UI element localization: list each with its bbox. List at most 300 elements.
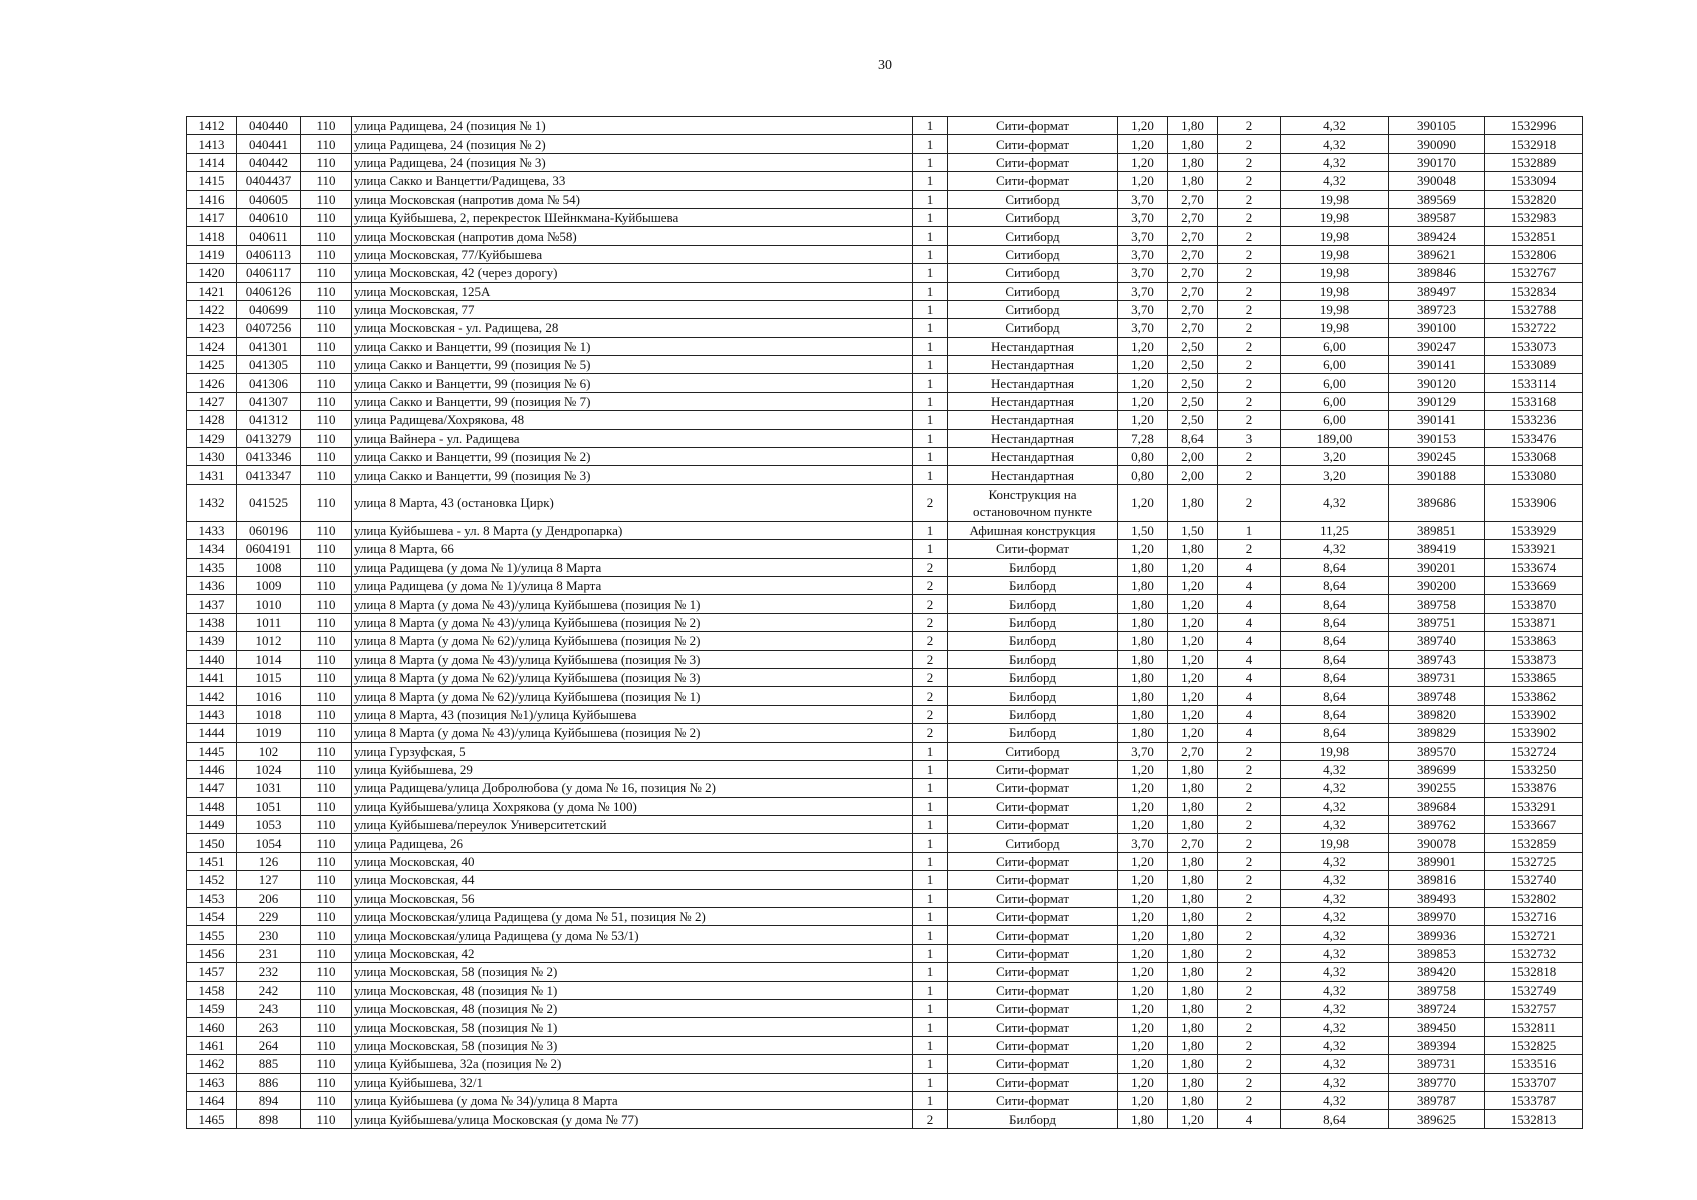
faces-cell: 2 xyxy=(1218,411,1281,429)
structure-code-cell: 040611 xyxy=(237,227,301,245)
faces-cell: 2 xyxy=(1218,797,1281,815)
structure-type-cell: Сити-формат xyxy=(948,1018,1118,1036)
width-cell: 1,80 xyxy=(1118,687,1168,705)
table-row xyxy=(187,724,1583,742)
height-cell: 1,20 xyxy=(1168,668,1218,686)
row-number-cell: 1423 xyxy=(187,319,237,337)
faces-cell: 2 xyxy=(1218,981,1281,999)
address-cell: улица 8 Марта (у дома № 43)/улица Куйбышева (позиция № 3) xyxy=(352,650,913,668)
faces-cell: 4 xyxy=(1218,1110,1281,1128)
coord-y-cell: 1532983 xyxy=(1485,208,1583,226)
coord-x-cell: 390105 xyxy=(1389,117,1485,135)
sides-cell: 1 xyxy=(913,521,948,539)
sides-cell: 2 xyxy=(913,705,948,723)
row-number-cell: 1443 xyxy=(187,705,237,723)
structure-type-cell: Билборд xyxy=(948,632,1118,650)
faces-cell: 2 xyxy=(1218,889,1281,907)
coord-x-cell: 390090 xyxy=(1389,135,1485,153)
coord-y-cell: 1532889 xyxy=(1485,153,1583,171)
coord-y-cell: 1533073 xyxy=(1485,337,1583,355)
row-number-cell: 1457 xyxy=(187,963,237,981)
row-number-cell: 1464 xyxy=(187,1091,237,1109)
sides-cell: 1 xyxy=(913,1073,948,1091)
coord-y-cell: 1532767 xyxy=(1485,264,1583,282)
height-cell: 1,20 xyxy=(1168,724,1218,742)
row-number-cell: 1461 xyxy=(187,1036,237,1054)
area-cell: 19,98 xyxy=(1281,319,1389,337)
address-cell: улица Куйбышева (у дома № 34)/улица 8 Марта xyxy=(352,1091,913,1109)
height-cell: 1,80 xyxy=(1168,797,1218,815)
sides-cell: 1 xyxy=(913,1036,948,1054)
district-code-cell: 110 xyxy=(301,540,352,558)
faces-cell: 2 xyxy=(1218,319,1281,337)
structure-type-cell: Нестандартная xyxy=(948,429,1118,447)
district-code-cell: 110 xyxy=(301,558,352,576)
height-cell: 1,80 xyxy=(1168,540,1218,558)
address-cell: улица Московская (напротив дома № 54) xyxy=(352,190,913,208)
structure-code-cell: 898 xyxy=(237,1110,301,1128)
coord-y-cell: 1533080 xyxy=(1485,466,1583,484)
faces-cell: 1 xyxy=(1218,521,1281,539)
row-number-cell: 1437 xyxy=(187,595,237,613)
structure-code-cell: 263 xyxy=(237,1018,301,1036)
faces-cell: 2 xyxy=(1218,208,1281,226)
coord-y-cell: 1533870 xyxy=(1485,595,1583,613)
coord-x-cell: 389970 xyxy=(1389,908,1485,926)
row-number-cell: 1415 xyxy=(187,172,237,190)
table-row xyxy=(187,392,1583,410)
structure-code-cell: 060196 xyxy=(237,521,301,539)
width-cell: 3,70 xyxy=(1118,245,1168,263)
height-cell: 2,70 xyxy=(1168,282,1218,300)
row-number-cell: 1417 xyxy=(187,208,237,226)
width-cell: 1,80 xyxy=(1118,613,1168,631)
table-row xyxy=(187,908,1583,926)
coord-y-cell: 1533707 xyxy=(1485,1073,1583,1091)
area-cell: 4,32 xyxy=(1281,135,1389,153)
height-cell: 1,80 xyxy=(1168,889,1218,907)
width-cell: 1,20 xyxy=(1118,1073,1168,1091)
sides-cell: 2 xyxy=(913,576,948,594)
sides-cell: 1 xyxy=(913,448,948,466)
row-number-cell: 1421 xyxy=(187,282,237,300)
height-cell: 1,20 xyxy=(1168,650,1218,668)
row-number-cell: 1450 xyxy=(187,834,237,852)
district-code-cell: 110 xyxy=(301,245,352,263)
structure-type-cell: Нестандартная xyxy=(948,448,1118,466)
sides-cell: 1 xyxy=(913,540,948,558)
table-body xyxy=(187,117,1583,1129)
area-cell: 11,25 xyxy=(1281,521,1389,539)
table-row xyxy=(187,705,1583,723)
structure-type-cell: Билборд xyxy=(948,687,1118,705)
width-cell: 1,20 xyxy=(1118,944,1168,962)
width-cell: 1,20 xyxy=(1118,337,1168,355)
sides-cell: 1 xyxy=(913,981,948,999)
district-code-cell: 110 xyxy=(301,889,352,907)
height-cell: 2,50 xyxy=(1168,411,1218,429)
width-cell: 1,20 xyxy=(1118,760,1168,778)
table-row xyxy=(187,300,1583,318)
coord-x-cell: 390200 xyxy=(1389,576,1485,594)
address-cell: улица Московская, 56 xyxy=(352,889,913,907)
structure-type-cell: Билборд xyxy=(948,613,1118,631)
row-number-cell: 1454 xyxy=(187,908,237,926)
district-code-cell: 110 xyxy=(301,429,352,447)
coord-y-cell: 1533476 xyxy=(1485,429,1583,447)
structure-code-cell: 041312 xyxy=(237,411,301,429)
sides-cell: 1 xyxy=(913,1091,948,1109)
row-number-cell: 1428 xyxy=(187,411,237,429)
coord-x-cell: 389394 xyxy=(1389,1036,1485,1054)
sides-cell: 1 xyxy=(913,889,948,907)
coord-y-cell: 1532806 xyxy=(1485,245,1583,263)
faces-cell: 2 xyxy=(1218,1073,1281,1091)
structure-code-cell: 264 xyxy=(237,1036,301,1054)
structure-code-cell: 242 xyxy=(237,981,301,999)
height-cell: 1,20 xyxy=(1168,632,1218,650)
height-cell: 1,20 xyxy=(1168,705,1218,723)
structure-code-cell: 1053 xyxy=(237,816,301,834)
district-code-cell: 110 xyxy=(301,1018,352,1036)
area-cell: 189,00 xyxy=(1281,429,1389,447)
width-cell: 1,80 xyxy=(1118,668,1168,686)
faces-cell: 4 xyxy=(1218,668,1281,686)
area-cell: 8,64 xyxy=(1281,613,1389,631)
structure-code-cell: 0404437 xyxy=(237,172,301,190)
height-cell: 2,50 xyxy=(1168,356,1218,374)
table-row xyxy=(187,1018,1583,1036)
faces-cell: 2 xyxy=(1218,337,1281,355)
width-cell: 1,20 xyxy=(1118,999,1168,1017)
width-cell: 1,20 xyxy=(1118,926,1168,944)
coord-y-cell: 1533516 xyxy=(1485,1055,1583,1073)
district-code-cell: 110 xyxy=(301,687,352,705)
area-cell: 4,32 xyxy=(1281,1036,1389,1054)
faces-cell: 2 xyxy=(1218,484,1281,521)
structure-type-cell: Билборд xyxy=(948,724,1118,742)
coord-x-cell: 389731 xyxy=(1389,1055,1485,1073)
width-cell: 3,70 xyxy=(1118,834,1168,852)
area-cell: 4,32 xyxy=(1281,889,1389,907)
district-code-cell: 110 xyxy=(301,779,352,797)
table-row xyxy=(187,356,1583,374)
coord-y-cell: 1533674 xyxy=(1485,558,1583,576)
row-number-cell: 1422 xyxy=(187,300,237,318)
coord-y-cell: 1533667 xyxy=(1485,816,1583,834)
structure-code-cell: 040442 xyxy=(237,153,301,171)
area-cell: 4,32 xyxy=(1281,797,1389,815)
row-number-cell: 1420 xyxy=(187,264,237,282)
structure-code-cell: 041306 xyxy=(237,374,301,392)
row-number-cell: 1465 xyxy=(187,1110,237,1128)
structure-code-cell: 1019 xyxy=(237,724,301,742)
structure-code-cell: 0406113 xyxy=(237,245,301,263)
table-row xyxy=(187,981,1583,999)
height-cell: 2,50 xyxy=(1168,337,1218,355)
row-number-cell: 1449 xyxy=(187,816,237,834)
width-cell: 3,70 xyxy=(1118,264,1168,282)
area-cell: 19,98 xyxy=(1281,300,1389,318)
district-code-cell: 110 xyxy=(301,392,352,410)
structure-type-cell: Нестандартная xyxy=(948,374,1118,392)
table-row xyxy=(187,282,1583,300)
table-row xyxy=(187,558,1583,576)
address-cell: улица Сакко и Ванцетти, 99 (позиция № 1) xyxy=(352,337,913,355)
faces-cell: 2 xyxy=(1218,852,1281,870)
table-row xyxy=(187,595,1583,613)
area-cell: 8,64 xyxy=(1281,576,1389,594)
structure-type-cell: Ситиборд xyxy=(948,282,1118,300)
coord-y-cell: 1532732 xyxy=(1485,944,1583,962)
structure-type-cell: Сити-формат xyxy=(948,117,1118,135)
district-code-cell: 110 xyxy=(301,411,352,429)
area-cell: 6,00 xyxy=(1281,374,1389,392)
height-cell: 1,50 xyxy=(1168,521,1218,539)
faces-cell: 2 xyxy=(1218,448,1281,466)
structure-code-cell: 1009 xyxy=(237,576,301,594)
area-cell: 4,32 xyxy=(1281,963,1389,981)
coord-x-cell: 389723 xyxy=(1389,300,1485,318)
height-cell: 1,80 xyxy=(1168,1036,1218,1054)
area-cell: 4,32 xyxy=(1281,926,1389,944)
area-cell: 4,32 xyxy=(1281,999,1389,1017)
area-cell: 4,32 xyxy=(1281,484,1389,521)
height-cell: 1,80 xyxy=(1168,926,1218,944)
faces-cell: 4 xyxy=(1218,632,1281,650)
district-code-cell: 110 xyxy=(301,613,352,631)
coord-y-cell: 1532802 xyxy=(1485,889,1583,907)
table-row xyxy=(187,816,1583,834)
sides-cell: 2 xyxy=(913,484,948,521)
row-number-cell: 1446 xyxy=(187,760,237,778)
row-number-cell: 1412 xyxy=(187,117,237,135)
district-code-cell: 110 xyxy=(301,448,352,466)
height-cell: 2,50 xyxy=(1168,392,1218,410)
coord-y-cell: 1532749 xyxy=(1485,981,1583,999)
faces-cell: 2 xyxy=(1218,172,1281,190)
row-number-cell: 1452 xyxy=(187,871,237,889)
height-cell: 2,70 xyxy=(1168,300,1218,318)
area-cell: 19,98 xyxy=(1281,245,1389,263)
address-cell: улица 8 Марта, 43 (позиция №1)/улица Куйбышева xyxy=(352,705,913,723)
width-cell: 1,20 xyxy=(1118,1018,1168,1036)
table-row xyxy=(187,374,1583,392)
row-number-cell: 1462 xyxy=(187,1055,237,1073)
sides-cell: 1 xyxy=(913,356,948,374)
height-cell: 2,70 xyxy=(1168,264,1218,282)
width-cell: 1,80 xyxy=(1118,632,1168,650)
structure-code-cell: 1018 xyxy=(237,705,301,723)
structure-code-cell: 0406117 xyxy=(237,264,301,282)
address-cell: улица Московская, 40 xyxy=(352,852,913,870)
structure-type-cell: Сити-формат xyxy=(948,981,1118,999)
structure-type-cell: Сити-формат xyxy=(948,908,1118,926)
row-number-cell: 1419 xyxy=(187,245,237,263)
sides-cell: 1 xyxy=(913,926,948,944)
faces-cell: 2 xyxy=(1218,871,1281,889)
table-row xyxy=(187,337,1583,355)
coord-y-cell: 1533906 xyxy=(1485,484,1583,521)
table-row xyxy=(187,797,1583,815)
address-cell: улица Московская (напротив дома №58) xyxy=(352,227,913,245)
district-code-cell: 110 xyxy=(301,227,352,245)
coord-x-cell: 390247 xyxy=(1389,337,1485,355)
area-cell: 8,64 xyxy=(1281,724,1389,742)
address-cell: улица Вайнера - ул. Радищева xyxy=(352,429,913,447)
sides-cell: 1 xyxy=(913,466,948,484)
structure-code-cell: 127 xyxy=(237,871,301,889)
address-cell: улица Московская, 58 (позиция № 2) xyxy=(352,963,913,981)
row-number-cell: 1434 xyxy=(187,540,237,558)
sides-cell: 1 xyxy=(913,908,948,926)
coord-x-cell: 390141 xyxy=(1389,356,1485,374)
structure-type-cell: Ситиборд xyxy=(948,190,1118,208)
table-row xyxy=(187,650,1583,668)
coord-y-cell: 1533929 xyxy=(1485,521,1583,539)
coord-y-cell: 1532918 xyxy=(1485,135,1583,153)
structure-type-cell: Сити-формат xyxy=(948,871,1118,889)
coord-x-cell: 390078 xyxy=(1389,834,1485,852)
structure-type-cell: Сити-формат xyxy=(948,153,1118,171)
row-number-cell: 1453 xyxy=(187,889,237,907)
table-row xyxy=(187,172,1583,190)
sides-cell: 2 xyxy=(913,1110,948,1128)
structure-code-cell: 040605 xyxy=(237,190,301,208)
structure-code-cell: 041525 xyxy=(237,484,301,521)
row-number-cell: 1459 xyxy=(187,999,237,1017)
area-cell: 6,00 xyxy=(1281,356,1389,374)
district-code-cell: 110 xyxy=(301,816,352,834)
faces-cell: 2 xyxy=(1218,944,1281,962)
width-cell: 1,20 xyxy=(1118,963,1168,981)
row-number-cell: 1440 xyxy=(187,650,237,668)
sides-cell: 2 xyxy=(913,613,948,631)
structure-type-cell: Ситиборд xyxy=(948,319,1118,337)
area-cell: 8,64 xyxy=(1281,687,1389,705)
coord-x-cell: 389731 xyxy=(1389,668,1485,686)
structure-code-cell: 040699 xyxy=(237,300,301,318)
row-number-cell: 1456 xyxy=(187,944,237,962)
table-row xyxy=(187,264,1583,282)
faces-cell: 2 xyxy=(1218,300,1281,318)
table-row xyxy=(187,429,1583,447)
structure-code-cell: 1051 xyxy=(237,797,301,815)
faces-cell: 4 xyxy=(1218,650,1281,668)
sides-cell: 1 xyxy=(913,245,948,263)
row-number-cell: 1436 xyxy=(187,576,237,594)
sides-cell: 2 xyxy=(913,668,948,686)
area-cell: 19,98 xyxy=(1281,742,1389,760)
structure-type-cell: Билборд xyxy=(948,1110,1118,1128)
structure-code-cell: 1054 xyxy=(237,834,301,852)
structure-type-cell: Сити-формат xyxy=(948,1055,1118,1073)
table-row xyxy=(187,944,1583,962)
height-cell: 1,80 xyxy=(1168,779,1218,797)
structure-code-cell: 1011 xyxy=(237,613,301,631)
area-cell: 4,32 xyxy=(1281,1055,1389,1073)
faces-cell: 4 xyxy=(1218,687,1281,705)
district-code-cell: 110 xyxy=(301,1110,352,1128)
district-code-cell: 110 xyxy=(301,1073,352,1091)
address-cell: улица Московская, 77/Куйбышева xyxy=(352,245,913,263)
district-code-cell: 110 xyxy=(301,374,352,392)
coord-x-cell: 389424 xyxy=(1389,227,1485,245)
structure-type-cell: Нестандартная xyxy=(948,337,1118,355)
faces-cell: 2 xyxy=(1218,540,1281,558)
coord-y-cell: 1532996 xyxy=(1485,117,1583,135)
height-cell: 1,20 xyxy=(1168,595,1218,613)
district-code-cell: 110 xyxy=(301,190,352,208)
structure-type-cell: Билборд xyxy=(948,595,1118,613)
structure-code-cell: 1016 xyxy=(237,687,301,705)
structure-code-cell: 0604191 xyxy=(237,540,301,558)
structure-type-cell: Афишная конструкция xyxy=(948,521,1118,539)
table-row xyxy=(187,245,1583,263)
area-cell: 19,98 xyxy=(1281,264,1389,282)
coord-x-cell: 389758 xyxy=(1389,981,1485,999)
structure-code-cell: 0413347 xyxy=(237,466,301,484)
district-code-cell: 110 xyxy=(301,705,352,723)
table-row xyxy=(187,227,1583,245)
table-row xyxy=(187,319,1583,337)
address-cell: улица Сакко и Ванцетти, 99 (позиция № 3) xyxy=(352,466,913,484)
area-cell: 3,20 xyxy=(1281,448,1389,466)
sides-cell: 2 xyxy=(913,558,948,576)
structure-code-cell: 229 xyxy=(237,908,301,926)
address-cell: улица Радищева, 24 (позиция № 1) xyxy=(352,117,913,135)
coord-y-cell: 1533871 xyxy=(1485,613,1583,631)
width-cell: 3,70 xyxy=(1118,300,1168,318)
row-number-cell: 1460 xyxy=(187,1018,237,1036)
width-cell: 1,80 xyxy=(1118,724,1168,742)
district-code-cell: 110 xyxy=(301,466,352,484)
coord-y-cell: 1532721 xyxy=(1485,926,1583,944)
width-cell: 1,20 xyxy=(1118,135,1168,153)
address-cell: улица Сакко и Ванцетти, 99 (позиция № 2) xyxy=(352,448,913,466)
sides-cell: 1 xyxy=(913,208,948,226)
sides-cell: 1 xyxy=(913,282,948,300)
table-row xyxy=(187,889,1583,907)
area-cell: 19,98 xyxy=(1281,282,1389,300)
sides-cell: 2 xyxy=(913,724,948,742)
structure-type-cell: Сити-формат xyxy=(948,797,1118,815)
coord-y-cell: 1532859 xyxy=(1485,834,1583,852)
address-cell: улица Гурзуфская, 5 xyxy=(352,742,913,760)
height-cell: 2,70 xyxy=(1168,319,1218,337)
coord-x-cell: 389846 xyxy=(1389,264,1485,282)
coord-x-cell: 389820 xyxy=(1389,705,1485,723)
width-cell: 1,20 xyxy=(1118,816,1168,834)
area-cell: 4,32 xyxy=(1281,944,1389,962)
height-cell: 1,80 xyxy=(1168,871,1218,889)
address-cell: улица Московская, 44 xyxy=(352,871,913,889)
address-cell: улица Московская/улица Радищева (у дома № 53/1) xyxy=(352,926,913,944)
district-code-cell: 110 xyxy=(301,117,352,135)
width-cell: 1,20 xyxy=(1118,356,1168,374)
structure-type-cell: Ситиборд xyxy=(948,264,1118,282)
structure-type-cell: Сити-формат xyxy=(948,963,1118,981)
coord-y-cell: 1532813 xyxy=(1485,1110,1583,1128)
height-cell: 1,80 xyxy=(1168,1018,1218,1036)
page-number: 30 xyxy=(878,58,892,73)
area-cell: 8,64 xyxy=(1281,668,1389,686)
width-cell: 1,20 xyxy=(1118,172,1168,190)
area-cell: 4,32 xyxy=(1281,172,1389,190)
row-number-cell: 1430 xyxy=(187,448,237,466)
address-cell: улица Московская, 58 (позиция № 3) xyxy=(352,1036,913,1054)
area-cell: 4,32 xyxy=(1281,779,1389,797)
